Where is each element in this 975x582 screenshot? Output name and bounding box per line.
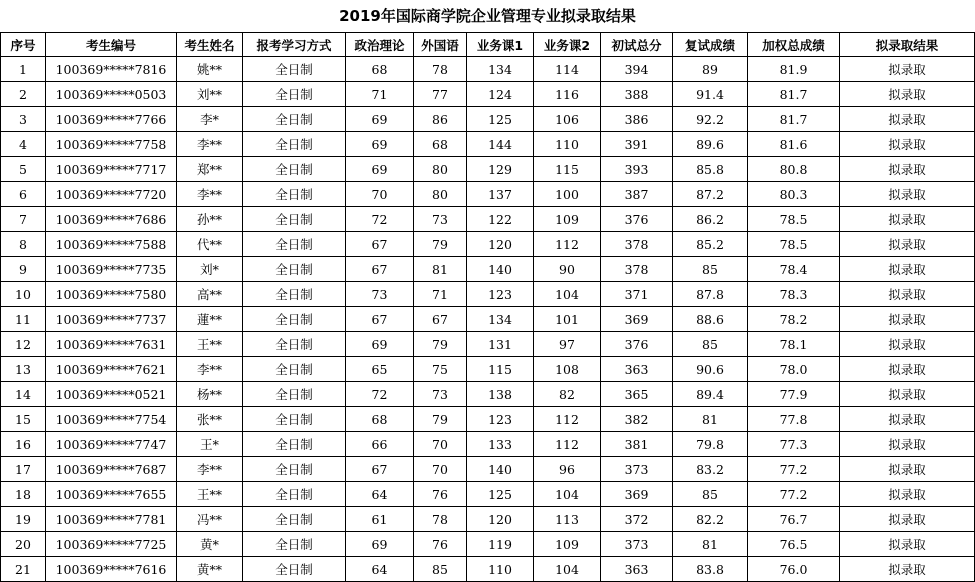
table-cell: 15	[1, 407, 46, 432]
table-cell: 77.9	[748, 382, 840, 407]
column-header: 序号	[1, 33, 46, 57]
table-cell: 376	[601, 207, 673, 232]
table-cell: 69	[346, 157, 414, 182]
table-cell: 69	[346, 532, 414, 557]
table-cell: 110	[467, 557, 534, 582]
table-cell: 373	[601, 457, 673, 482]
table-cell: 124	[467, 82, 534, 107]
table-cell: 69	[346, 107, 414, 132]
table-cell: 83.2	[673, 457, 748, 482]
table-cell: 100	[534, 182, 601, 207]
table-cell: 100369*****7631	[46, 332, 177, 357]
table-row	[1, 307, 975, 332]
table-cell: 拟录取	[840, 307, 975, 332]
table-cell: 高**	[177, 282, 243, 307]
table-cell: 77	[414, 82, 467, 107]
table-cell: 100369*****7735	[46, 257, 177, 282]
table-cell: 85.2	[673, 232, 748, 257]
table-cell: 388	[601, 82, 673, 107]
table-cell: 133	[467, 432, 534, 457]
table-cell: 76	[414, 482, 467, 507]
table-cell: 黄**	[177, 557, 243, 582]
table-cell: 全日制	[243, 482, 346, 507]
table-cell: 109	[534, 207, 601, 232]
table-row	[1, 182, 975, 207]
table-cell: 104	[534, 282, 601, 307]
table-cell: 李**	[177, 457, 243, 482]
table-row	[1, 282, 975, 307]
table-cell: 代**	[177, 232, 243, 257]
table-cell: 100369*****7720	[46, 182, 177, 207]
table-cell: 106	[534, 107, 601, 132]
table-cell: 76.7	[748, 507, 840, 532]
table-cell: 81	[673, 532, 748, 557]
table-row	[1, 357, 975, 382]
table-cell: 81.7	[748, 82, 840, 107]
table-cell: 12	[1, 332, 46, 357]
table-cell: 85	[414, 557, 467, 582]
table-cell: 100369*****7754	[46, 407, 177, 432]
table-cell: 刘**	[177, 82, 243, 107]
table-cell: 全日制	[243, 107, 346, 132]
table-cell: 131	[467, 332, 534, 357]
table-cell: 81.7	[748, 107, 840, 132]
table-cell: 孙**	[177, 207, 243, 232]
table-cell: 386	[601, 107, 673, 132]
table-cell: 拟录取	[840, 182, 975, 207]
table-cell: 拟录取	[840, 282, 975, 307]
table-cell: 7	[1, 207, 46, 232]
table-cell: 90.6	[673, 357, 748, 382]
table-cell: 77.8	[748, 407, 840, 432]
table-cell: 100369*****7758	[46, 132, 177, 157]
table-cell: 拟录取	[840, 357, 975, 382]
table-cell: 张**	[177, 407, 243, 432]
table-cell: 全日制	[243, 57, 346, 82]
table-row	[1, 432, 975, 457]
table-cell: 89	[673, 57, 748, 82]
table-cell: 65	[346, 357, 414, 382]
table-cell: 20	[1, 532, 46, 557]
table-cell: 378	[601, 257, 673, 282]
table-cell: 67	[346, 457, 414, 482]
table-cell: 黄*	[177, 532, 243, 557]
table-cell: 王*	[177, 432, 243, 457]
table-cell: 109	[534, 532, 601, 557]
table-cell: 8	[1, 232, 46, 257]
table-cell: 100369*****7717	[46, 157, 177, 182]
column-header: 政治理论	[346, 33, 414, 57]
table-cell: 85	[673, 332, 748, 357]
table-cell: 112	[534, 407, 601, 432]
table-cell: 姚**	[177, 57, 243, 82]
table-cell: 全日制	[243, 432, 346, 457]
table-cell: 9	[1, 257, 46, 282]
table-cell: 100369*****7580	[46, 282, 177, 307]
table-cell: 拟录取	[840, 432, 975, 457]
table-cell: 89.6	[673, 132, 748, 157]
table-row	[1, 507, 975, 532]
table-cell: 77.3	[748, 432, 840, 457]
table-cell: 全日制	[243, 307, 346, 332]
table-cell: 100369*****7616	[46, 557, 177, 582]
table-cell: 拟录取	[840, 382, 975, 407]
table-cell: 86.2	[673, 207, 748, 232]
table-body	[1, 57, 975, 582]
table-cell: 100369*****7816	[46, 57, 177, 82]
table-cell: 6	[1, 182, 46, 207]
table-cell: 66	[346, 432, 414, 457]
table-cell: 拟录取	[840, 557, 975, 582]
table-cell: 17	[1, 457, 46, 482]
table-cell: 全日制	[243, 332, 346, 357]
table-cell: 134	[467, 57, 534, 82]
table-cell: 郑**	[177, 157, 243, 182]
table-cell: 78.2	[748, 307, 840, 332]
table-cell: 李**	[177, 357, 243, 382]
table-cell: 拟录取	[840, 332, 975, 357]
table-cell: 李**	[177, 182, 243, 207]
table-cell: 5	[1, 157, 46, 182]
table-cell: 拟录取	[840, 132, 975, 157]
table-cell: 拟录取	[840, 257, 975, 282]
table-cell: 137	[467, 182, 534, 207]
table-cell: 115	[534, 157, 601, 182]
table-cell: 82	[534, 382, 601, 407]
column-header: 拟录取结果	[840, 33, 975, 57]
table-cell: 369	[601, 307, 673, 332]
table-cell: 81	[414, 257, 467, 282]
table-cell: 67	[346, 232, 414, 257]
table-cell: 123	[467, 282, 534, 307]
table-row	[1, 82, 975, 107]
table-cell: 75	[414, 357, 467, 382]
table-cell: 100369*****7737	[46, 307, 177, 332]
table-cell: 100369*****7781	[46, 507, 177, 532]
table-cell: 全日制	[243, 232, 346, 257]
table-cell: 拟录取	[840, 57, 975, 82]
table-cell: 363	[601, 557, 673, 582]
table-row	[1, 482, 975, 507]
table-cell: 100369*****0521	[46, 382, 177, 407]
table-cell: 140	[467, 457, 534, 482]
table-cell: 90	[534, 257, 601, 282]
table-cell: 3	[1, 107, 46, 132]
table-cell: 81.6	[748, 132, 840, 157]
table-cell: 382	[601, 407, 673, 432]
table-cell: 100369*****7588	[46, 232, 177, 257]
table-cell: 72	[346, 207, 414, 232]
table-cell: 80	[414, 157, 467, 182]
table-cell: 67	[346, 257, 414, 282]
table-cell: 全日制	[243, 457, 346, 482]
table-cell: 拟录取	[840, 407, 975, 432]
table-cell: 李*	[177, 107, 243, 132]
column-header: 业务课2	[534, 33, 601, 57]
table-cell: 100369*****7687	[46, 457, 177, 482]
table-cell: 86	[414, 107, 467, 132]
table-cell: 78.3	[748, 282, 840, 307]
table-cell: 70	[414, 432, 467, 457]
column-header: 报考学习方式	[243, 33, 346, 57]
table-cell: 78.0	[748, 357, 840, 382]
table-header-row	[1, 33, 975, 57]
table-cell: 92.2	[673, 107, 748, 132]
table-cell: 78.4	[748, 257, 840, 282]
table-cell: 112	[534, 432, 601, 457]
table-cell: 114	[534, 57, 601, 82]
table-row	[1, 532, 975, 557]
table-cell: 125	[467, 482, 534, 507]
table-cell: 125	[467, 107, 534, 132]
table-cell: 67	[346, 307, 414, 332]
table-cell: 全日制	[243, 557, 346, 582]
table-cell: 123	[467, 407, 534, 432]
table-cell: 381	[601, 432, 673, 457]
table-cell: 68	[346, 407, 414, 432]
table-cell: 371	[601, 282, 673, 307]
table-cell: 拟录取	[840, 207, 975, 232]
table-cell: 80.3	[748, 182, 840, 207]
table-cell: 61	[346, 507, 414, 532]
table-cell: 李**	[177, 132, 243, 157]
table-cell: 64	[346, 482, 414, 507]
table-cell: 104	[534, 482, 601, 507]
table-cell: 10	[1, 282, 46, 307]
table-cell: 77.2	[748, 482, 840, 507]
table-cell: 79	[414, 332, 467, 357]
table-cell: 373	[601, 532, 673, 557]
table-cell: 120	[467, 507, 534, 532]
table-row	[1, 132, 975, 157]
table-cell: 18	[1, 482, 46, 507]
table-cell: 115	[467, 357, 534, 382]
table-cell: 80.8	[748, 157, 840, 182]
table-cell: 拟录取	[840, 82, 975, 107]
table-cell: 116	[534, 82, 601, 107]
table-cell: 全日制	[243, 207, 346, 232]
column-header: 加权总成绩	[748, 33, 840, 57]
table-row	[1, 207, 975, 232]
table-cell: 96	[534, 457, 601, 482]
table-cell: 杨**	[177, 382, 243, 407]
table-cell: 拟录取	[840, 232, 975, 257]
table-cell: 73	[414, 382, 467, 407]
table-cell: 全日制	[243, 157, 346, 182]
table-cell: 72	[346, 382, 414, 407]
table-cell: 11	[1, 307, 46, 332]
table-cell: 全日制	[243, 407, 346, 432]
table-cell: 87.8	[673, 282, 748, 307]
table-cell: 83.8	[673, 557, 748, 582]
table-cell: 全日制	[243, 132, 346, 157]
table-cell: 全日制	[243, 82, 346, 107]
table-row	[1, 382, 975, 407]
table-cell: 134	[467, 307, 534, 332]
table-cell: 全日制	[243, 282, 346, 307]
table-cell: 64	[346, 557, 414, 582]
column-header: 外国语	[414, 33, 467, 57]
table-cell: 蓮**	[177, 307, 243, 332]
table-cell: 85	[673, 482, 748, 507]
table-row	[1, 57, 975, 82]
table-cell: 拟录取	[840, 532, 975, 557]
table-cell: 85	[673, 257, 748, 282]
table-cell: 77.2	[748, 457, 840, 482]
table-cell: 144	[467, 132, 534, 157]
table-cell: 2	[1, 82, 46, 107]
table-cell: 13	[1, 357, 46, 382]
table-cell: 76	[414, 532, 467, 557]
column-header: 初试总分	[601, 33, 673, 57]
table-cell: 全日制	[243, 182, 346, 207]
table-cell: 108	[534, 357, 601, 382]
table-cell: 85.8	[673, 157, 748, 182]
table-cell: 89.4	[673, 382, 748, 407]
table-cell: 69	[346, 332, 414, 357]
table-row	[1, 257, 975, 282]
table-cell: 71	[414, 282, 467, 307]
table-cell: 104	[534, 557, 601, 582]
column-header: 考生编号	[46, 33, 177, 57]
table-cell: 69	[346, 132, 414, 157]
table-cell: 80	[414, 182, 467, 207]
table-cell: 140	[467, 257, 534, 282]
table-cell: 拟录取	[840, 482, 975, 507]
table-cell: 394	[601, 57, 673, 82]
table-cell: 100369*****7725	[46, 532, 177, 557]
table-cell: 88.6	[673, 307, 748, 332]
table-cell: 119	[467, 532, 534, 557]
table-cell: 369	[601, 482, 673, 507]
table-cell: 100369*****7621	[46, 357, 177, 382]
table-cell: 100369*****7655	[46, 482, 177, 507]
table-cell: 78	[414, 507, 467, 532]
table-row	[1, 232, 975, 257]
table-cell: 68	[346, 57, 414, 82]
table-cell: 71	[346, 82, 414, 107]
table-cell: 100369*****0503	[46, 82, 177, 107]
table-cell: 365	[601, 382, 673, 407]
table-cell: 376	[601, 332, 673, 357]
table-cell: 112	[534, 232, 601, 257]
table-cell: 78	[414, 57, 467, 82]
table-cell: 19	[1, 507, 46, 532]
table-cell: 100369*****7686	[46, 207, 177, 232]
table-cell: 73	[346, 282, 414, 307]
table-row	[1, 157, 975, 182]
table-cell: 78.5	[748, 207, 840, 232]
table-cell: 78.1	[748, 332, 840, 357]
table-cell: 363	[601, 357, 673, 382]
table-row	[1, 557, 975, 582]
table-cell: 97	[534, 332, 601, 357]
table-cell: 全日制	[243, 357, 346, 382]
table-cell: 拟录取	[840, 457, 975, 482]
table-cell: 王**	[177, 332, 243, 357]
table-cell: 79	[414, 407, 467, 432]
table-cell: 81.9	[748, 57, 840, 82]
table-cell: 拟录取	[840, 507, 975, 532]
table-cell: 刘*	[177, 257, 243, 282]
page-title: 2019年国际商学院企业管理专业拟录取结果	[339, 7, 636, 25]
table-row	[1, 407, 975, 432]
table-cell: 73	[414, 207, 467, 232]
admission-results-table	[0, 32, 975, 582]
table-cell: 79	[414, 232, 467, 257]
table-cell: 冯**	[177, 507, 243, 532]
table-cell: 14	[1, 382, 46, 407]
table-cell: 82.2	[673, 507, 748, 532]
table-cell: 91.4	[673, 82, 748, 107]
table-cell: 全日制	[243, 507, 346, 532]
table-cell: 68	[414, 132, 467, 157]
table-cell: 100369*****7766	[46, 107, 177, 132]
table-row	[1, 107, 975, 132]
table-cell: 79.8	[673, 432, 748, 457]
table-cell: 全日制	[243, 382, 346, 407]
table-cell: 138	[467, 382, 534, 407]
table-cell: 1	[1, 57, 46, 82]
table-cell: 120	[467, 232, 534, 257]
table-cell: 81	[673, 407, 748, 432]
table-cell: 70	[414, 457, 467, 482]
table-cell: 拟录取	[840, 157, 975, 182]
table-cell: 393	[601, 157, 673, 182]
table-cell: 78.5	[748, 232, 840, 257]
table-cell: 16	[1, 432, 46, 457]
table-cell: 387	[601, 182, 673, 207]
table-cell: 101	[534, 307, 601, 332]
table-cell: 全日制	[243, 257, 346, 282]
table-cell: 129	[467, 157, 534, 182]
table-cell: 67	[414, 307, 467, 332]
table-cell: 全日制	[243, 532, 346, 557]
table-cell: 110	[534, 132, 601, 157]
column-header: 业务课1	[467, 33, 534, 57]
table-cell: 87.2	[673, 182, 748, 207]
table-cell: 372	[601, 507, 673, 532]
table-cell: 4	[1, 132, 46, 157]
table-cell: 100369*****7747	[46, 432, 177, 457]
table-cell: 122	[467, 207, 534, 232]
table-cell: 113	[534, 507, 601, 532]
table-cell: 378	[601, 232, 673, 257]
table-cell: 21	[1, 557, 46, 582]
table-cell: 王**	[177, 482, 243, 507]
table-cell: 拟录取	[840, 107, 975, 132]
table-cell: 391	[601, 132, 673, 157]
table-row	[1, 457, 975, 482]
column-header: 复试成绩	[673, 33, 748, 57]
table-cell: 70	[346, 182, 414, 207]
table-cell: 76.5	[748, 532, 840, 557]
table-row	[1, 332, 975, 357]
column-header: 考生姓名	[177, 33, 243, 57]
table-cell: 76.0	[748, 557, 840, 582]
